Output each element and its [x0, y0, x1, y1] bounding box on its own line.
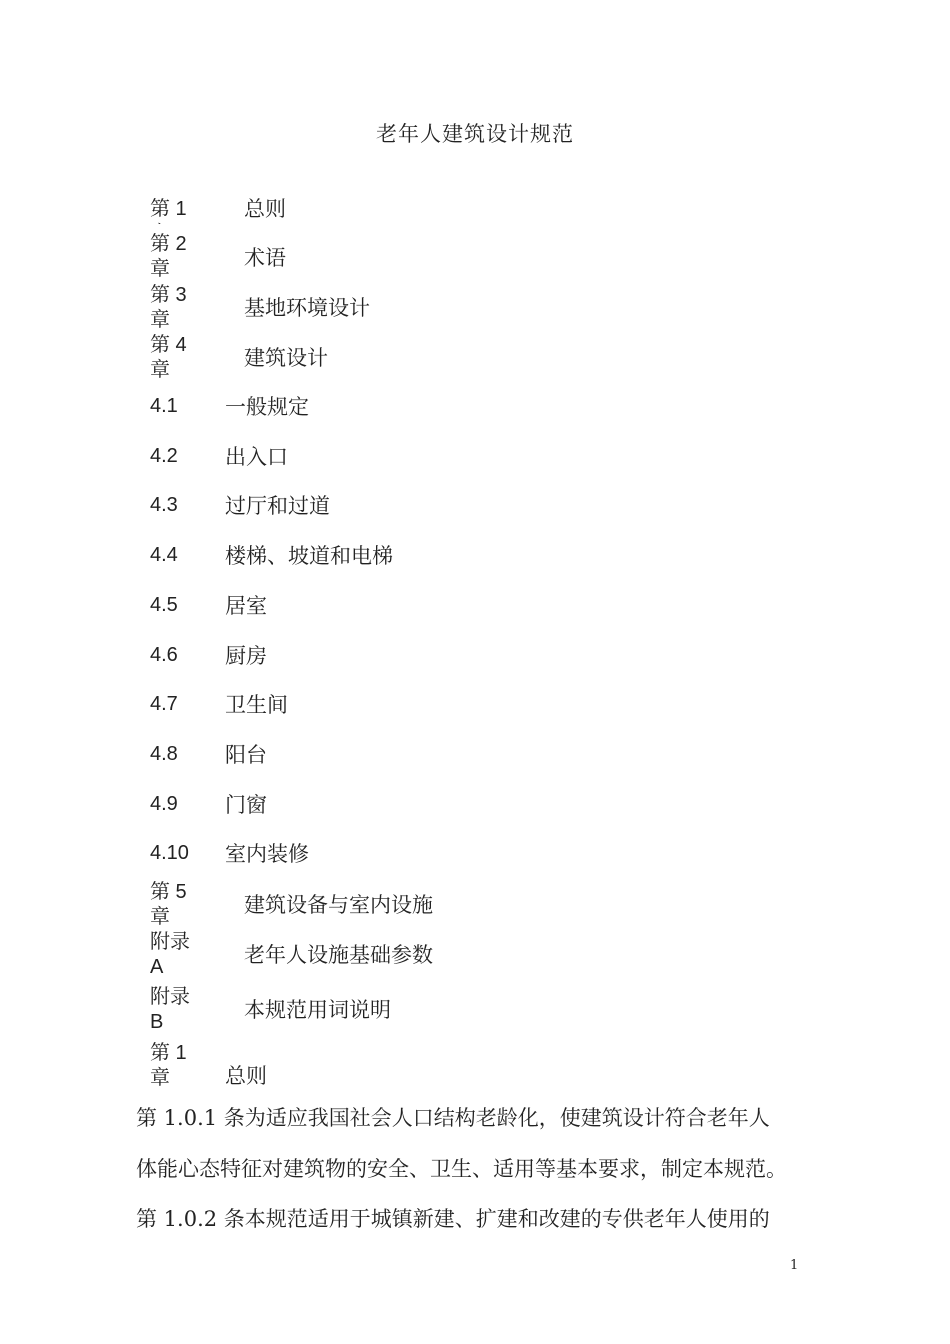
- toc-label: 本规范用词说明: [244, 998, 391, 1022]
- toc-label: 一般规定: [225, 395, 309, 419]
- chapter-heading-number: 第 1 章: [150, 1042, 187, 1089]
- toc-number: 4.7: [150, 693, 178, 715]
- toc-number: 第 1: [150, 198, 187, 220]
- toc-number: 4.5: [150, 594, 178, 616]
- toc-label: 楼梯、坡道和电梯: [225, 544, 393, 568]
- toc-label: 老年人设施基础参数: [244, 943, 433, 967]
- toc-number: 4.10: [150, 842, 189, 864]
- toc-number: 第 3 章: [150, 284, 187, 331]
- toc-number: 4.3: [150, 494, 178, 516]
- toc-number: 4.4: [150, 544, 178, 566]
- toc-number: 4.6: [150, 644, 178, 666]
- toc-number: 4.9: [150, 793, 178, 815]
- toc-label: 总则: [244, 197, 286, 221]
- toc-label: 门窗: [225, 793, 267, 817]
- toc-label: 术语: [244, 246, 286, 270]
- toc-label: 建筑设计: [244, 346, 328, 370]
- page-number: 1: [790, 1258, 799, 1273]
- toc-number: 第 5 章: [150, 881, 187, 928]
- toc-label: 居室: [225, 594, 267, 618]
- toc-label: 阳台: [225, 743, 267, 767]
- toc-number: 第 2 章: [150, 233, 187, 280]
- toc-number: 附录 B: [150, 986, 190, 1033]
- toc-label: 室内装修: [225, 842, 309, 866]
- paragraph-line: 第 1.0.2 条本规范适用于城镇新建、扩建和改建的专供老年人使用的: [136, 1207, 770, 1231]
- document-title: 老年人建筑设计规范: [376, 122, 574, 146]
- toc-label: 出入口: [225, 445, 288, 469]
- toc-label: 建筑设备与室内设施: [244, 893, 433, 917]
- paragraph-line: 体能心态特征对建筑物的安全、卫生、适用等基本要求，制定本规范。: [136, 1157, 787, 1181]
- toc-number: 4.8: [150, 743, 178, 765]
- toc-label: 厨房: [225, 644, 267, 668]
- toc-number: 附录 A: [150, 931, 190, 978]
- toc-number: 第 4 章: [150, 334, 187, 381]
- toc-label: 过厅和过道: [225, 494, 330, 518]
- chapter-heading-title: 总则: [225, 1064, 267, 1088]
- toc-number: 4.1: [150, 395, 178, 417]
- toc-label: 基地环境设计: [244, 296, 370, 320]
- paragraph-line: 第 1.0.1 条为适应我国社会人口结构老龄化，使建筑设计符合老年人: [136, 1106, 770, 1130]
- toc-label: 卫生间: [225, 693, 288, 717]
- toc-number: 4.2: [150, 445, 178, 467]
